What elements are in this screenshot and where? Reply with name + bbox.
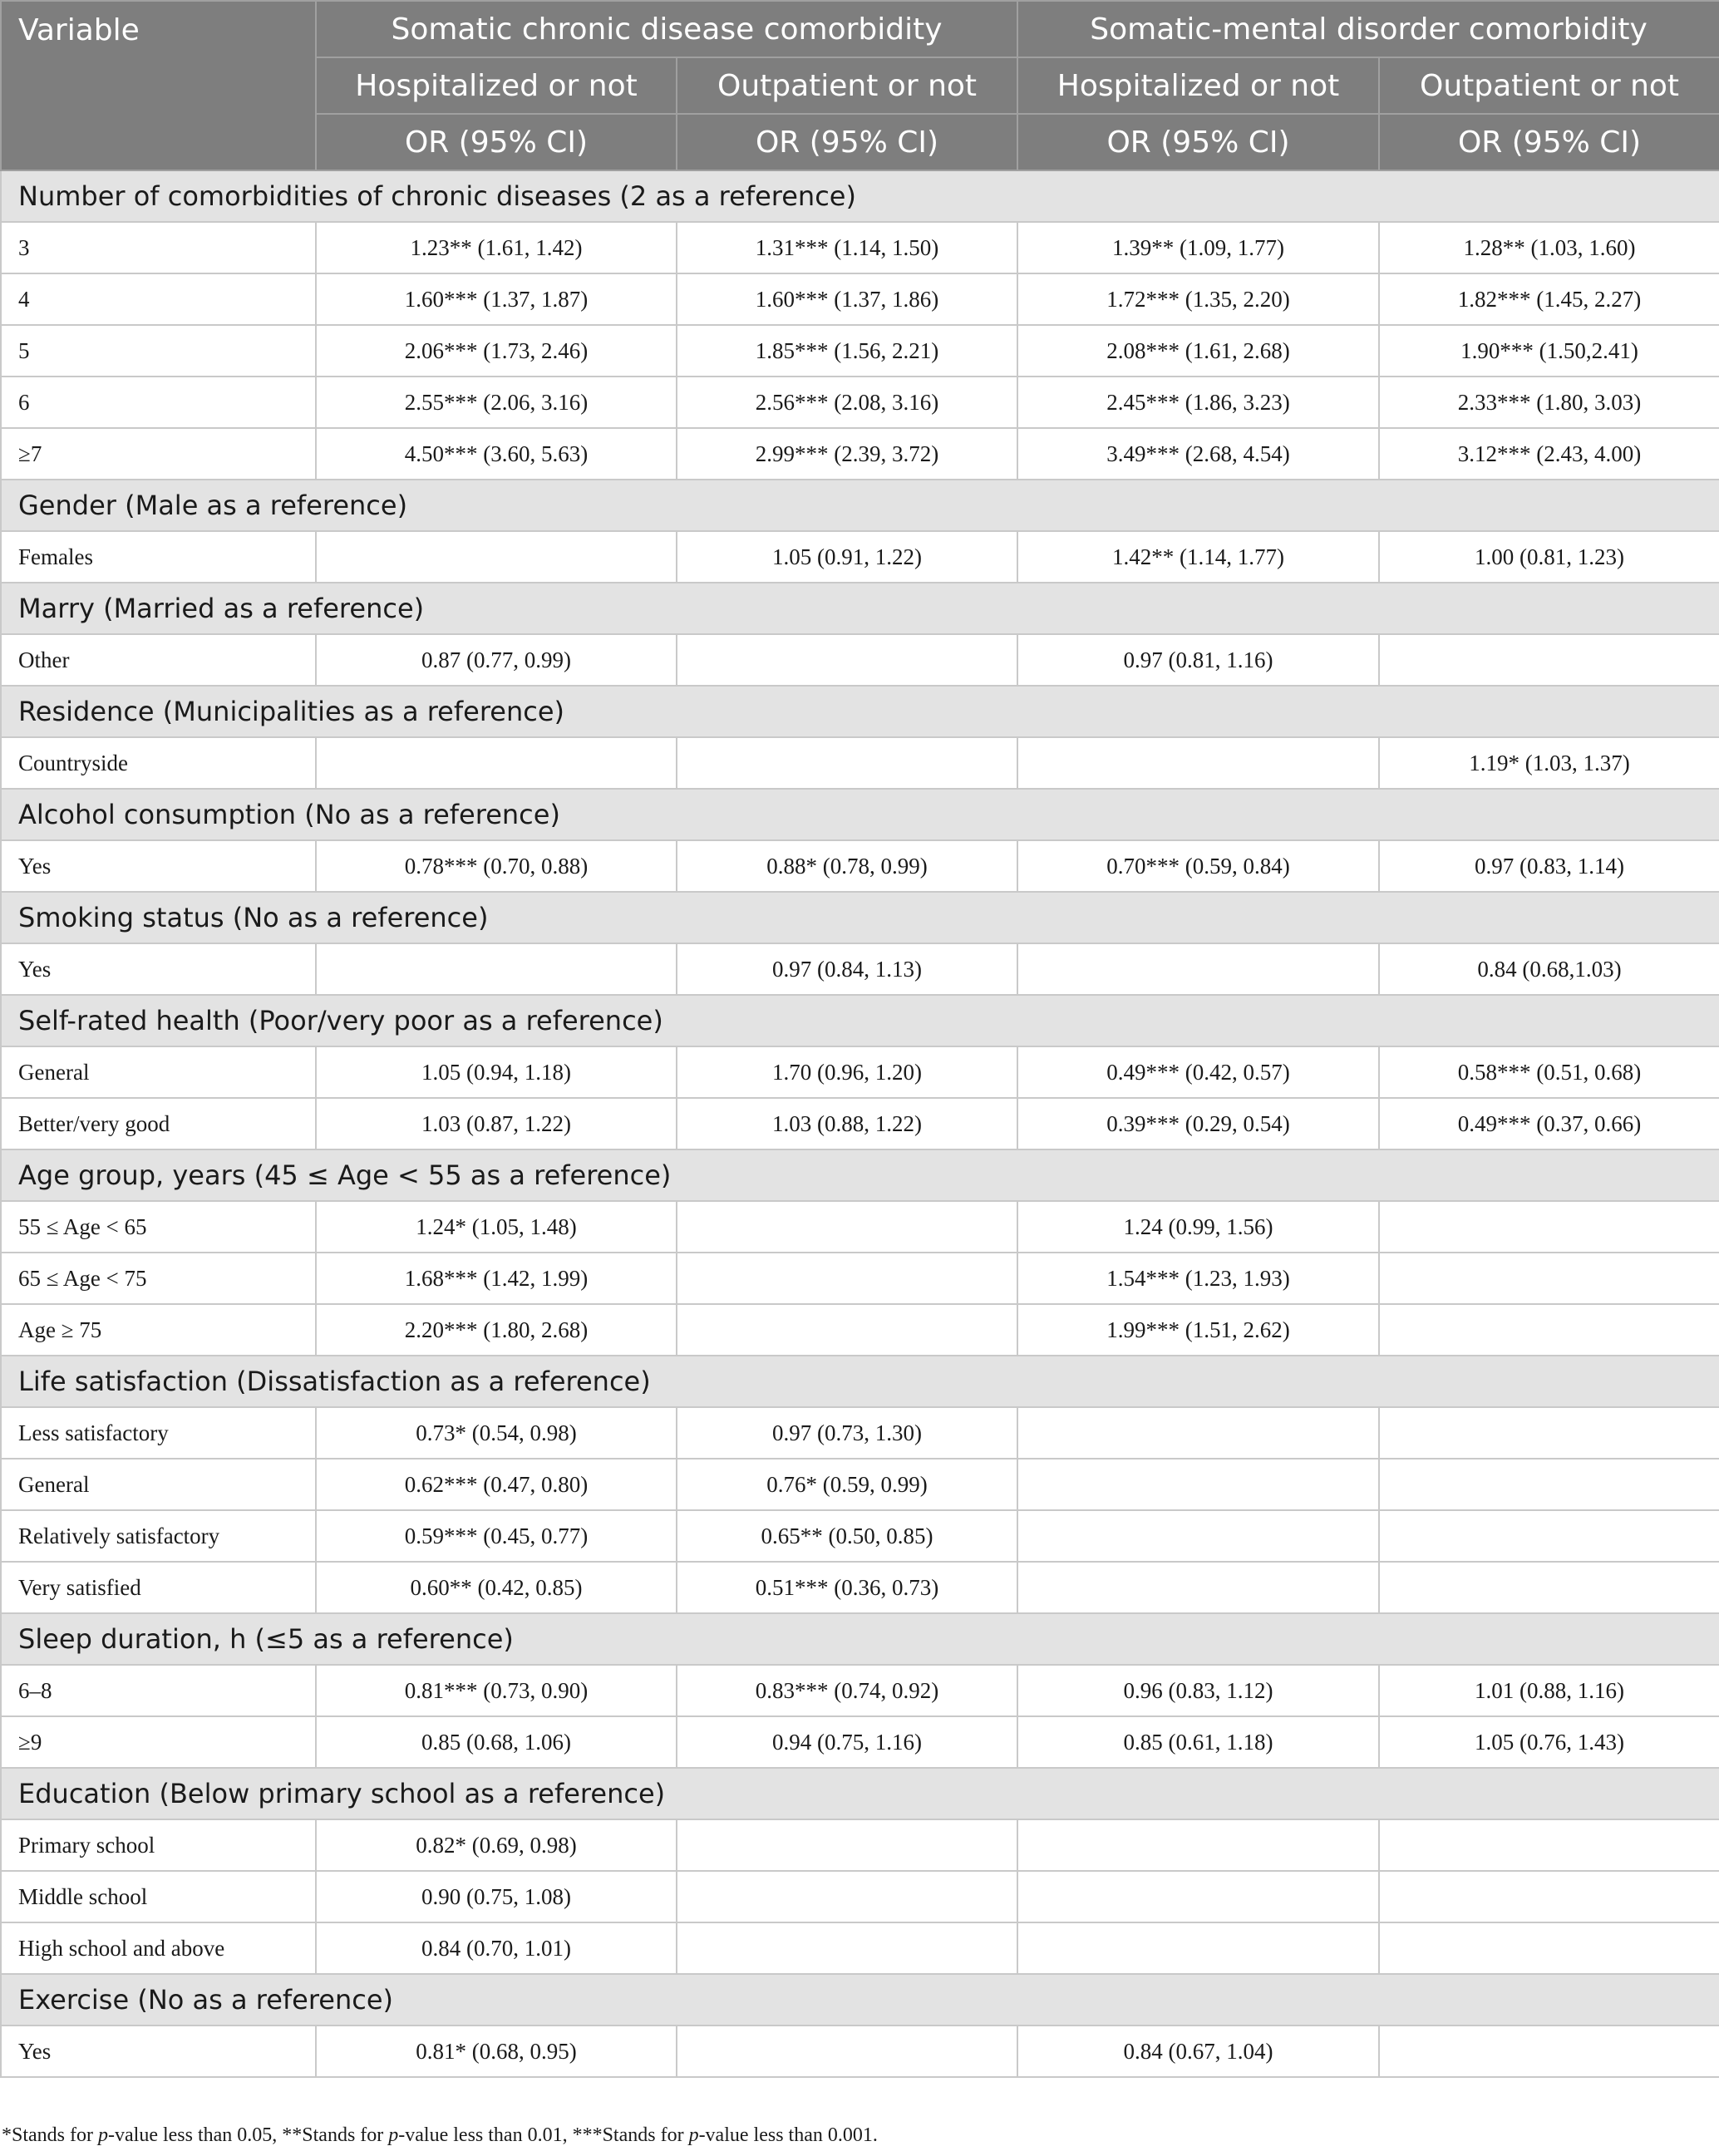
or-ci-cell: 1.05 (0.91, 1.22) xyxy=(677,531,1017,583)
section-row xyxy=(1,480,1719,531)
table-body xyxy=(1,170,1719,2077)
table-row xyxy=(1,1407,1719,1459)
or-ci-cell xyxy=(677,1922,1017,1974)
row-label: General xyxy=(1,1046,316,1098)
section-row xyxy=(1,995,1719,1046)
or-ci-cell xyxy=(677,1253,1017,1304)
footnote-text: -value less than 0.05, **Stands for xyxy=(108,2124,389,2146)
or-ci-cell: 1.28** (1.03, 1.60) xyxy=(1379,222,1719,273)
or-ci-cell xyxy=(1379,1304,1719,1356)
section-row xyxy=(1,686,1719,737)
or-ci-cell: 0.49*** (0.42, 0.57) xyxy=(1017,1046,1379,1098)
or-ci-cell: 0.73* (0.54, 0.98) xyxy=(316,1407,677,1459)
or-ci-cell: 0.83*** (0.74, 0.92) xyxy=(677,1665,1017,1716)
section-row xyxy=(1,1613,1719,1665)
row-label: Yes xyxy=(1,2026,316,2077)
or-ci-cell: 4.50*** (3.60, 5.63) xyxy=(316,428,677,480)
row-label: 3 xyxy=(1,222,316,273)
or-ci-cell: 1.42** (1.14, 1.77) xyxy=(1017,531,1379,583)
section-title: Sleep duration, h (≤5 as a reference) xyxy=(1,1613,1719,1665)
or-ci-cell: 1.03 (0.87, 1.22) xyxy=(316,1098,677,1149)
or-ci-cell: 1.23** (1.61, 1.42) xyxy=(316,222,677,273)
header-or-ci: OR (95% CI) xyxy=(316,114,677,170)
table-row xyxy=(1,1459,1719,1510)
section-row xyxy=(1,583,1719,634)
section-row xyxy=(1,1149,1719,1201)
section-title: Marry (Married as a reference) xyxy=(1,583,1719,634)
or-ci-cell: 1.72*** (1.35, 2.20) xyxy=(1017,273,1379,325)
row-label: Other xyxy=(1,634,316,686)
table-row xyxy=(1,428,1719,480)
table-row xyxy=(1,840,1719,892)
or-ci-cell: 0.85 (0.61, 1.18) xyxy=(1017,1716,1379,1768)
or-ci-cell: 1.01 (0.88, 1.16) xyxy=(1379,1665,1719,1716)
row-label: Yes xyxy=(1,943,316,995)
header-variable: Variable xyxy=(1,1,316,170)
or-ci-cell: 0.70*** (0.59, 0.84) xyxy=(1017,840,1379,892)
or-ci-cell: 1.70 (0.96, 1.20) xyxy=(677,1046,1017,1098)
or-ci-cell: 2.33*** (1.80, 3.03) xyxy=(1379,377,1719,428)
or-ci-cell: 1.90*** (1.50,2.41) xyxy=(1379,325,1719,377)
or-ci-cell: 0.60** (0.42, 0.85) xyxy=(316,1562,677,1613)
or-ci-cell: 1.82*** (1.45, 2.27) xyxy=(1379,273,1719,325)
or-ci-cell: 0.90 (0.75, 1.08) xyxy=(316,1871,677,1922)
section-row xyxy=(1,1974,1719,2026)
header-outpatient-mental: Outpatient or not xyxy=(1379,57,1719,114)
or-ci-cell xyxy=(677,1304,1017,1356)
or-ci-cell: 3.12*** (2.43, 4.00) xyxy=(1379,428,1719,480)
table-row xyxy=(1,1562,1719,1613)
row-label: Very satisfied xyxy=(1,1562,316,1613)
or-ci-cell: 0.59*** (0.45, 0.77) xyxy=(316,1510,677,1562)
table-row xyxy=(1,737,1719,789)
or-ci-cell: 1.03 (0.88, 1.22) xyxy=(677,1098,1017,1149)
or-ci-cell: 1.39** (1.09, 1.77) xyxy=(1017,222,1379,273)
row-label: Yes xyxy=(1,840,316,892)
table-row xyxy=(1,634,1719,686)
row-label: 65 ≤ Age < 75 xyxy=(1,1253,316,1304)
header-or-ci: OR (95% CI) xyxy=(1379,114,1719,170)
header-hospitalized-somatic: Hospitalized or not xyxy=(316,57,677,114)
footnote-p-italic: p xyxy=(388,2124,399,2146)
or-ci-cell xyxy=(677,1819,1017,1871)
or-ci-cell: 2.08*** (1.61, 2.68) xyxy=(1017,325,1379,377)
or-ci-cell: 0.49*** (0.37, 0.66) xyxy=(1379,1098,1719,1149)
or-ci-cell xyxy=(1017,1510,1379,1562)
or-ci-cell: 0.81* (0.68, 0.95) xyxy=(316,2026,677,2077)
table-row xyxy=(1,531,1719,583)
header-group-somatic: Somatic chronic disease comorbidity xyxy=(316,1,1017,57)
section-row xyxy=(1,1356,1719,1407)
or-ci-cell: 1.85*** (1.56, 2.21) xyxy=(677,325,1017,377)
section-title: Age group, years (45 ≤ Age < 55 as a reference) xyxy=(1,1149,1719,1201)
table-row xyxy=(1,1098,1719,1149)
table-row xyxy=(1,273,1719,325)
or-ci-cell: 1.60*** (1.37, 1.87) xyxy=(316,273,677,325)
or-ci-cell xyxy=(677,634,1017,686)
table-row xyxy=(1,2026,1719,2077)
or-ci-cell: 1.19* (1.03, 1.37) xyxy=(1379,737,1719,789)
table-row xyxy=(1,1819,1719,1871)
or-ci-cell xyxy=(1379,1201,1719,1253)
or-ci-cell: 1.68*** (1.42, 1.99) xyxy=(316,1253,677,1304)
row-label: 55 ≤ Age < 65 xyxy=(1,1201,316,1253)
or-ci-cell xyxy=(1379,1922,1719,1974)
row-label: General xyxy=(1,1459,316,1510)
or-ci-cell: 2.45*** (1.86, 3.23) xyxy=(1017,377,1379,428)
or-ci-cell: 0.96 (0.83, 1.12) xyxy=(1017,1665,1379,1716)
table-row xyxy=(1,1253,1719,1304)
or-ci-cell xyxy=(1017,943,1379,995)
or-ci-cell: 2.06*** (1.73, 2.46) xyxy=(316,325,677,377)
or-ci-cell: 0.81*** (0.73, 0.90) xyxy=(316,1665,677,1716)
table-row xyxy=(1,325,1719,377)
or-ci-cell xyxy=(1379,634,1719,686)
or-ci-cell: 0.85 (0.68, 1.06) xyxy=(316,1716,677,1768)
table-row xyxy=(1,1510,1719,1562)
or-ci-cell: 1.05 (0.94, 1.18) xyxy=(316,1046,677,1098)
or-ci-cell: 0.97 (0.84, 1.13) xyxy=(677,943,1017,995)
or-ci-cell xyxy=(677,1871,1017,1922)
row-label: ≥9 xyxy=(1,1716,316,1768)
footnote-text: *Stands for xyxy=(2,2124,98,2146)
or-ci-cell: 0.51*** (0.36, 0.73) xyxy=(677,1562,1017,1613)
or-ci-cell: 1.60*** (1.37, 1.86) xyxy=(677,273,1017,325)
or-ci-cell xyxy=(1017,1562,1379,1613)
or-ci-cell: 2.99*** (2.39, 3.72) xyxy=(677,428,1017,480)
row-label: High school and above xyxy=(1,1922,316,1974)
row-label: Primary school xyxy=(1,1819,316,1871)
or-ci-cell xyxy=(1379,1459,1719,1510)
footnote-p-italic: p xyxy=(688,2124,699,2146)
section-title: Life satisfaction (Dissatisfaction as a reference) xyxy=(1,1356,1719,1407)
section-title: Exercise (No as a reference) xyxy=(1,1974,1719,2026)
or-ci-cell: 0.84 (0.67, 1.04) xyxy=(1017,2026,1379,2077)
header-or-ci: OR (95% CI) xyxy=(677,114,1017,170)
table-row xyxy=(1,377,1719,428)
or-ci-cell: 1.00 (0.81, 1.23) xyxy=(1379,531,1719,583)
or-ci-cell xyxy=(1017,1922,1379,1974)
section-row xyxy=(1,789,1719,840)
section-title: Smoking status (No as a reference) xyxy=(1,892,1719,943)
table-header xyxy=(1,1,1719,170)
or-ci-cell: 0.94 (0.75, 1.16) xyxy=(677,1716,1017,1768)
or-ci-cell xyxy=(677,737,1017,789)
or-ci-cell: 1.54*** (1.23, 1.93) xyxy=(1017,1253,1379,1304)
or-ci-cell xyxy=(1379,1819,1719,1871)
footnote-text: -value less than 0.001. xyxy=(698,2124,878,2146)
table-row xyxy=(1,222,1719,273)
or-ci-cell: 2.55*** (2.06, 3.16) xyxy=(316,377,677,428)
or-ci-cell xyxy=(316,737,677,789)
row-label: ≥7 xyxy=(1,428,316,480)
or-ci-cell: 0.87 (0.77, 0.99) xyxy=(316,634,677,686)
header-outpatient-somatic: Outpatient or not xyxy=(677,57,1017,114)
section-title: Number of comorbidities of chronic diseases (2 as a reference) xyxy=(1,170,1719,222)
section-title: Self-rated health (Poor/very poor as a reference) xyxy=(1,995,1719,1046)
or-ci-cell: 0.62*** (0.47, 0.80) xyxy=(316,1459,677,1510)
footnote xyxy=(2,2124,878,2147)
or-ci-cell xyxy=(1017,1407,1379,1459)
row-label: Females xyxy=(1,531,316,583)
or-ci-cell: 0.39*** (0.29, 0.54) xyxy=(1017,1098,1379,1149)
section-title: Residence (Municipalities as a reference) xyxy=(1,686,1719,737)
or-ci-cell xyxy=(1017,1819,1379,1871)
or-ci-cell: 0.76* (0.59, 0.99) xyxy=(677,1459,1017,1510)
section-title: Gender (Male as a reference) xyxy=(1,480,1719,531)
row-label: Age ≥ 75 xyxy=(1,1304,316,1356)
or-ci-cell xyxy=(316,531,677,583)
or-ci-cell: 0.82* (0.69, 0.98) xyxy=(316,1819,677,1871)
footnote-p-italic: p xyxy=(98,2124,108,2146)
section-title: Alcohol consumption (No as a reference) xyxy=(1,789,1719,840)
section-row xyxy=(1,892,1719,943)
footnote-text: -value less than 0.01, ***Stands for xyxy=(398,2124,689,2146)
or-ci-cell xyxy=(1017,1871,1379,1922)
row-label: 6 xyxy=(1,377,316,428)
table-row xyxy=(1,1046,1719,1098)
or-ci-cell: 0.97 (0.73, 1.30) xyxy=(677,1407,1017,1459)
table-row xyxy=(1,1716,1719,1768)
or-ci-cell xyxy=(1017,737,1379,789)
or-ci-cell xyxy=(1379,1871,1719,1922)
table-row xyxy=(1,1201,1719,1253)
section-title: Education (Below primary school as a reference) xyxy=(1,1768,1719,1819)
or-ci-cell: 0.84 (0.68,1.03) xyxy=(1379,943,1719,995)
or-ci-cell: 0.97 (0.81, 1.16) xyxy=(1017,634,1379,686)
or-ci-cell: 1.05 (0.76, 1.43) xyxy=(1379,1716,1719,1768)
row-label: 5 xyxy=(1,325,316,377)
header-hospitalized-mental: Hospitalized or not xyxy=(1017,57,1379,114)
or-ci-cell xyxy=(677,1201,1017,1253)
or-ci-cell: 0.88* (0.78, 0.99) xyxy=(677,840,1017,892)
or-ci-cell xyxy=(1379,1510,1719,1562)
table-row xyxy=(1,1665,1719,1716)
or-ci-cell: 0.58*** (0.51, 0.68) xyxy=(1379,1046,1719,1098)
or-ci-cell: 0.78*** (0.70, 0.88) xyxy=(316,840,677,892)
or-ci-cell: 2.56*** (2.08, 3.16) xyxy=(677,377,1017,428)
row-label: 6–8 xyxy=(1,1665,316,1716)
section-row xyxy=(1,1768,1719,1819)
or-ci-cell: 0.84 (0.70, 1.01) xyxy=(316,1922,677,1974)
row-label: Countryside xyxy=(1,737,316,789)
or-ci-cell xyxy=(677,2026,1017,2077)
row-label: 4 xyxy=(1,273,316,325)
table-row xyxy=(1,943,1719,995)
or-ci-cell: 0.65** (0.50, 0.85) xyxy=(677,1510,1017,1562)
table-row xyxy=(1,1922,1719,1974)
or-ci-cell: 3.49*** (2.68, 4.54) xyxy=(1017,428,1379,480)
or-ci-cell: 1.31*** (1.14, 1.50) xyxy=(677,222,1017,273)
section-row xyxy=(1,170,1719,222)
or-ci-cell xyxy=(316,943,677,995)
header-group-mental: Somatic-mental disorder comorbidity xyxy=(1017,1,1719,57)
row-label: Relatively satisfactory xyxy=(1,1510,316,1562)
row-label: Less satisfactory xyxy=(1,1407,316,1459)
or-ci-cell xyxy=(1379,2026,1719,2077)
row-label: Middle school xyxy=(1,1871,316,1922)
or-ci-cell: 1.24 (0.99, 1.56) xyxy=(1017,1201,1379,1253)
or-ci-cell xyxy=(1379,1253,1719,1304)
table-row xyxy=(1,1871,1719,1922)
table-row xyxy=(1,1304,1719,1356)
or-ci-cell: 0.97 (0.83, 1.14) xyxy=(1379,840,1719,892)
or-ci-cell xyxy=(1379,1562,1719,1613)
or-ci-cell: 2.20*** (1.80, 2.68) xyxy=(316,1304,677,1356)
or-ci-cell: 1.99*** (1.51, 2.62) xyxy=(1017,1304,1379,1356)
or-ci-cell xyxy=(1017,1459,1379,1510)
or-ci-cell: 1.24* (1.05, 1.48) xyxy=(316,1201,677,1253)
row-label: Better/very good xyxy=(1,1098,316,1149)
header-or-ci: OR (95% CI) xyxy=(1017,114,1379,170)
or-ci-cell xyxy=(1379,1407,1719,1459)
